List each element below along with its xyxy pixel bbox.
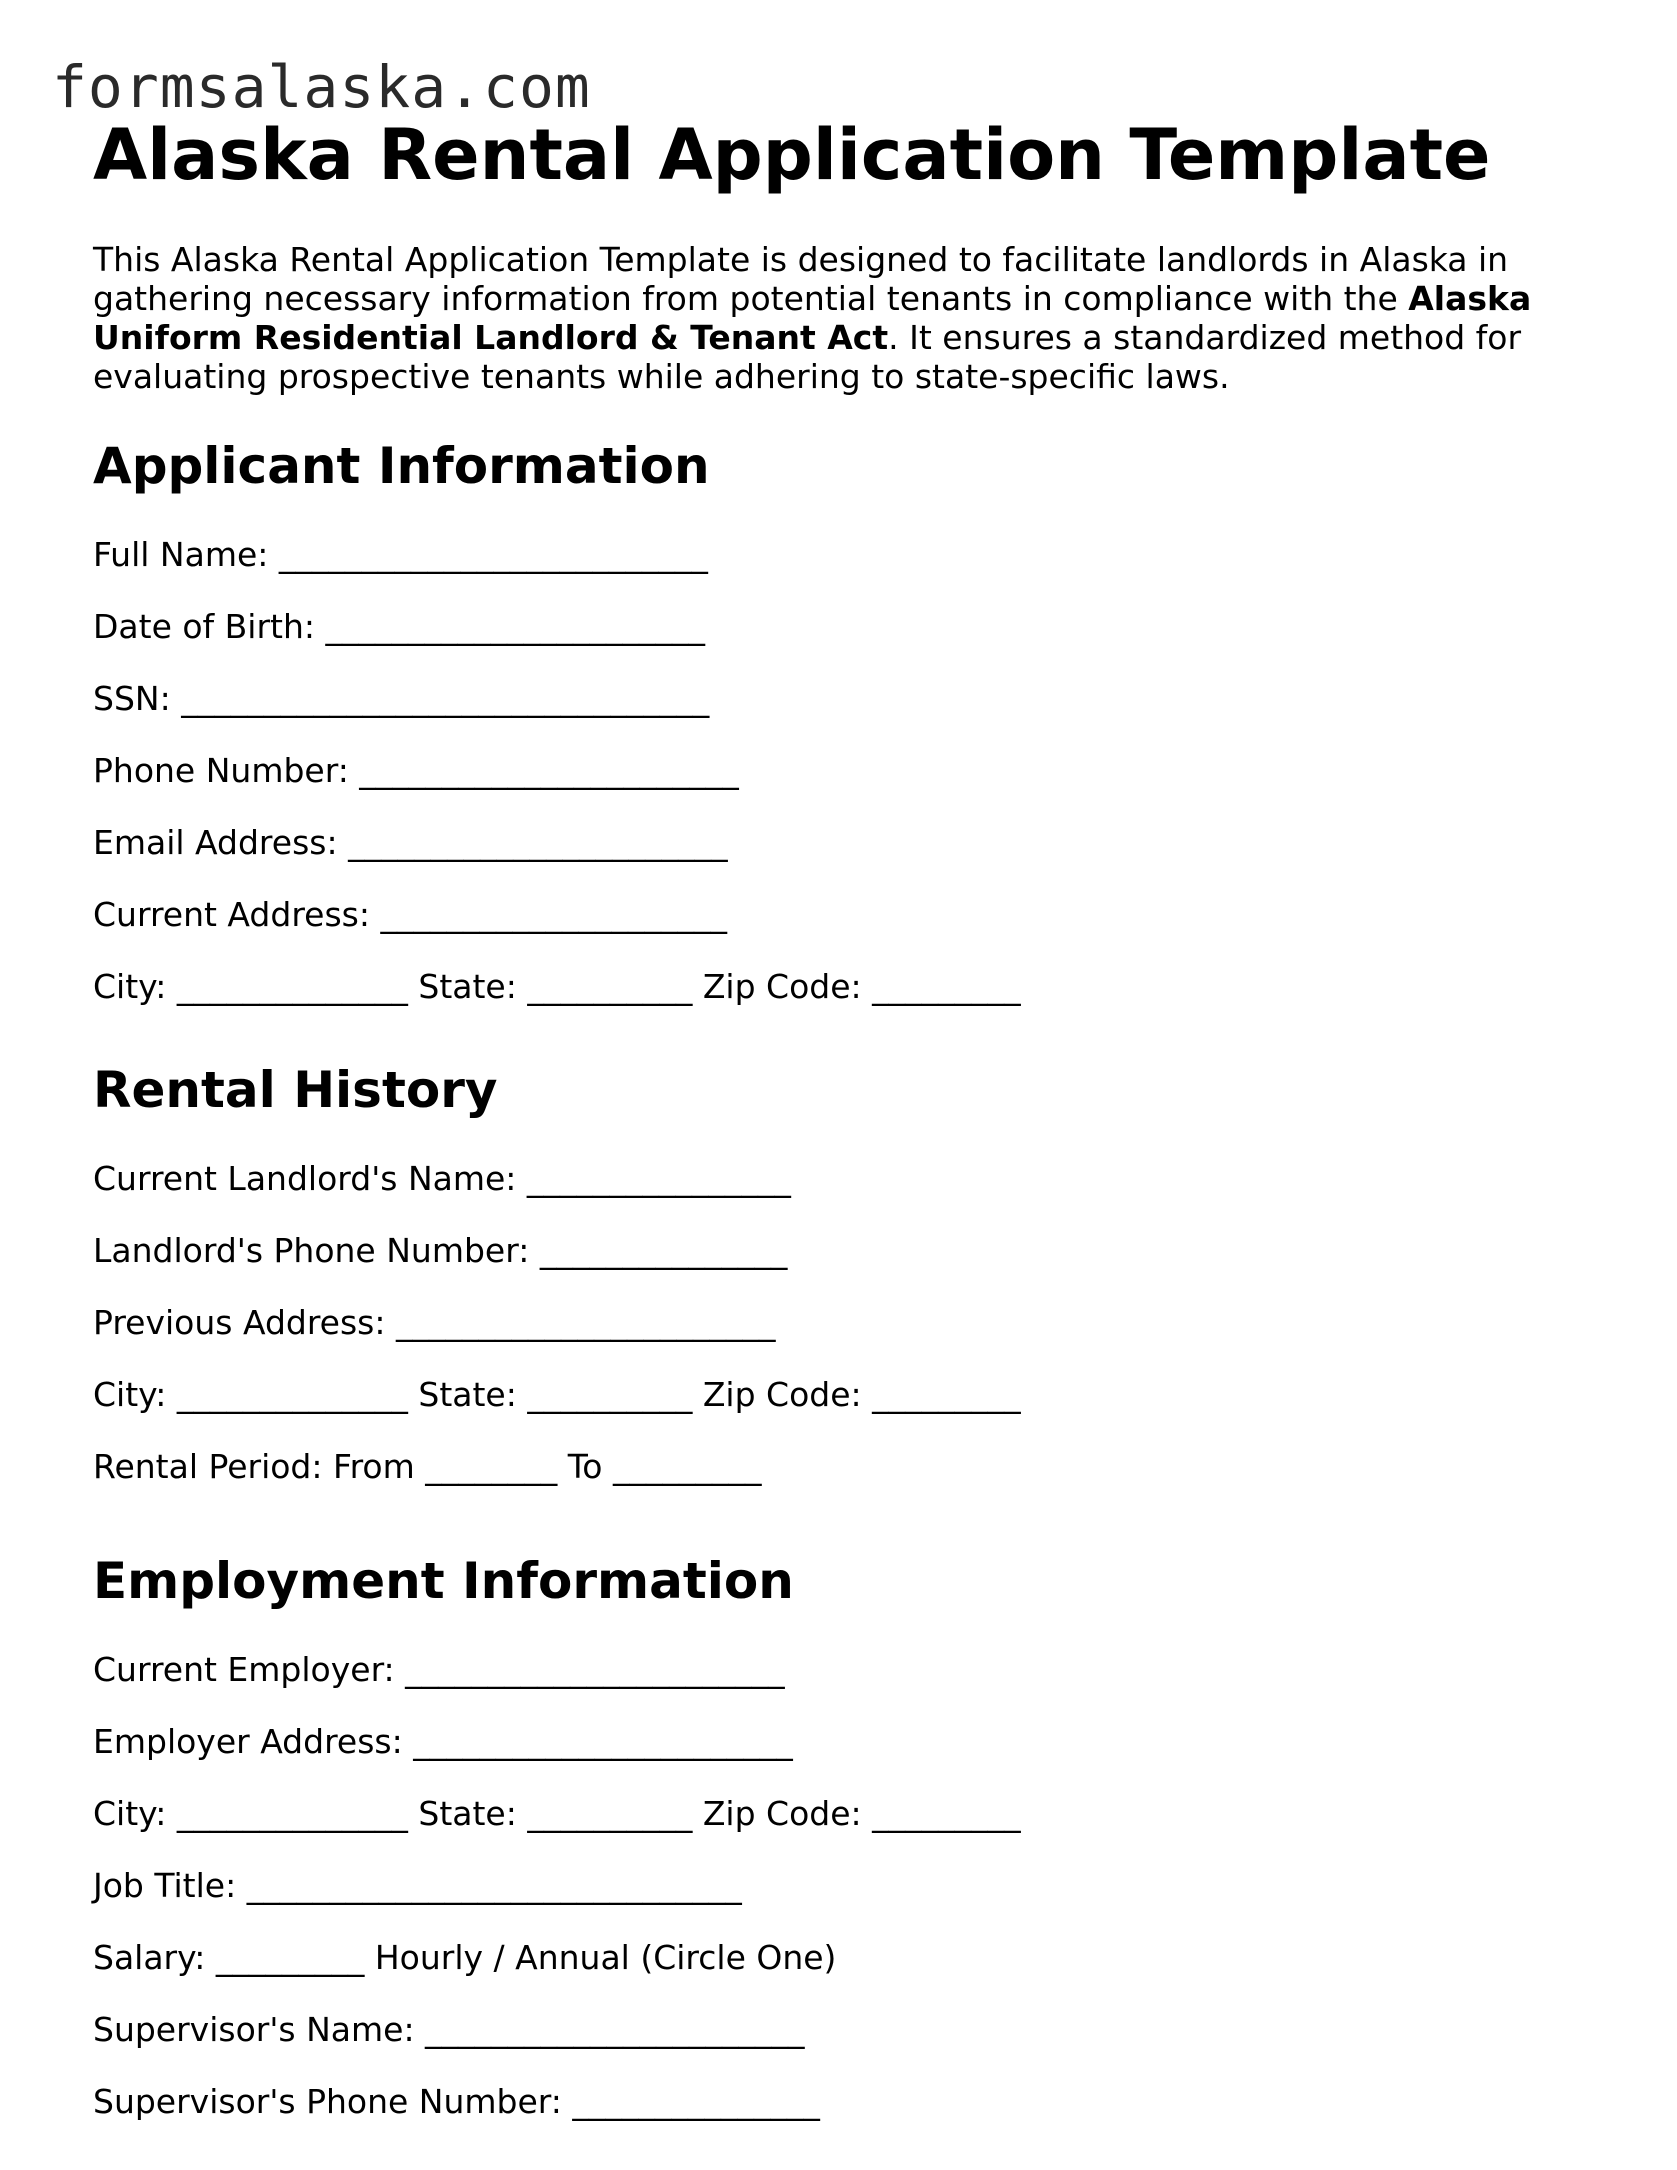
section-heading-applicant-information: Applicant Information — [93, 437, 710, 495]
intro-text-end: . It ensures a standardized method for evaluating prospective tenants while adhering to state-specific laws. — [93, 318, 1522, 396]
employer-address-field[interactable]: Employer Address: _______________________ — [93, 1722, 793, 1761]
full-name-field[interactable]: Full Name: __________________________ — [93, 535, 708, 574]
rental-history-fields — [93, 1143, 1573, 1503]
current-landlord-name-field[interactable]: Current Landlord's Name: ________________ — [93, 1159, 791, 1198]
intro-act-name: Alaska Uniform Residential Landlord & Tenant Act — [93, 279, 1532, 357]
previous-city-state-zip-field[interactable]: City: ______________ State: __________ Zip Code: _________ — [93, 1375, 1021, 1414]
landlord-phone-number-field[interactable]: Landlord's Phone Number: _______________ — [93, 1231, 788, 1270]
section-heading-employment-information: Employment Information — [93, 1552, 794, 1610]
current-employer-field[interactable]: Current Employer: _______________________ — [93, 1650, 785, 1689]
supervisor-name-field[interactable]: Supervisor's Name: _______________________ — [93, 2010, 805, 2049]
salary-field[interactable]: Salary: _________ Hourly / Annual (Circle One) — [93, 1938, 837, 1977]
job-title-field[interactable]: Job Title: ______________________________ — [93, 1866, 742, 1905]
site-watermark: formsalaska.com — [52, 53, 591, 121]
date-of-birth-field[interactable]: Date of Birth: _______________________ — [93, 607, 705, 646]
email-address-field[interactable]: Email Address: _______________________ — [93, 823, 728, 862]
rental-period-field[interactable]: Rental Period: From ________ To _________ — [93, 1447, 762, 1486]
city-state-zip-field[interactable]: City: ______________ State: __________ Zip Code: _________ — [93, 967, 1021, 1006]
previous-address-field[interactable]: Previous Address: _______________________ — [93, 1303, 776, 1342]
phone-number-field[interactable]: Phone Number: _______________________ — [93, 751, 739, 790]
employer-city-state-zip-field[interactable]: City: ______________ State: __________ Zip Code: _________ — [93, 1794, 1021, 1833]
ssn-field[interactable]: SSN: ________________________________ — [93, 679, 710, 718]
employment-information-fields — [93, 1634, 1573, 2138]
applicant-information-fields — [93, 519, 1573, 1023]
intro-text-start: This Alaska Rental Application Template is designed to facilitate landlords in Alaska in gathering necessary information from potential tenants in compliance with the — [93, 240, 1509, 318]
intro-paragraph — [93, 240, 1563, 396]
document-title: Alaska Rental Application Template — [93, 114, 1491, 196]
section-heading-rental-history: Rental History — [93, 1061, 498, 1119]
document-body — [93, 110, 1573, 2138]
supervisor-phone-number-field[interactable]: Supervisor's Phone Number: _______________ — [93, 2082, 820, 2121]
current-address-field[interactable]: Current Address: _____________________ — [93, 895, 727, 934]
